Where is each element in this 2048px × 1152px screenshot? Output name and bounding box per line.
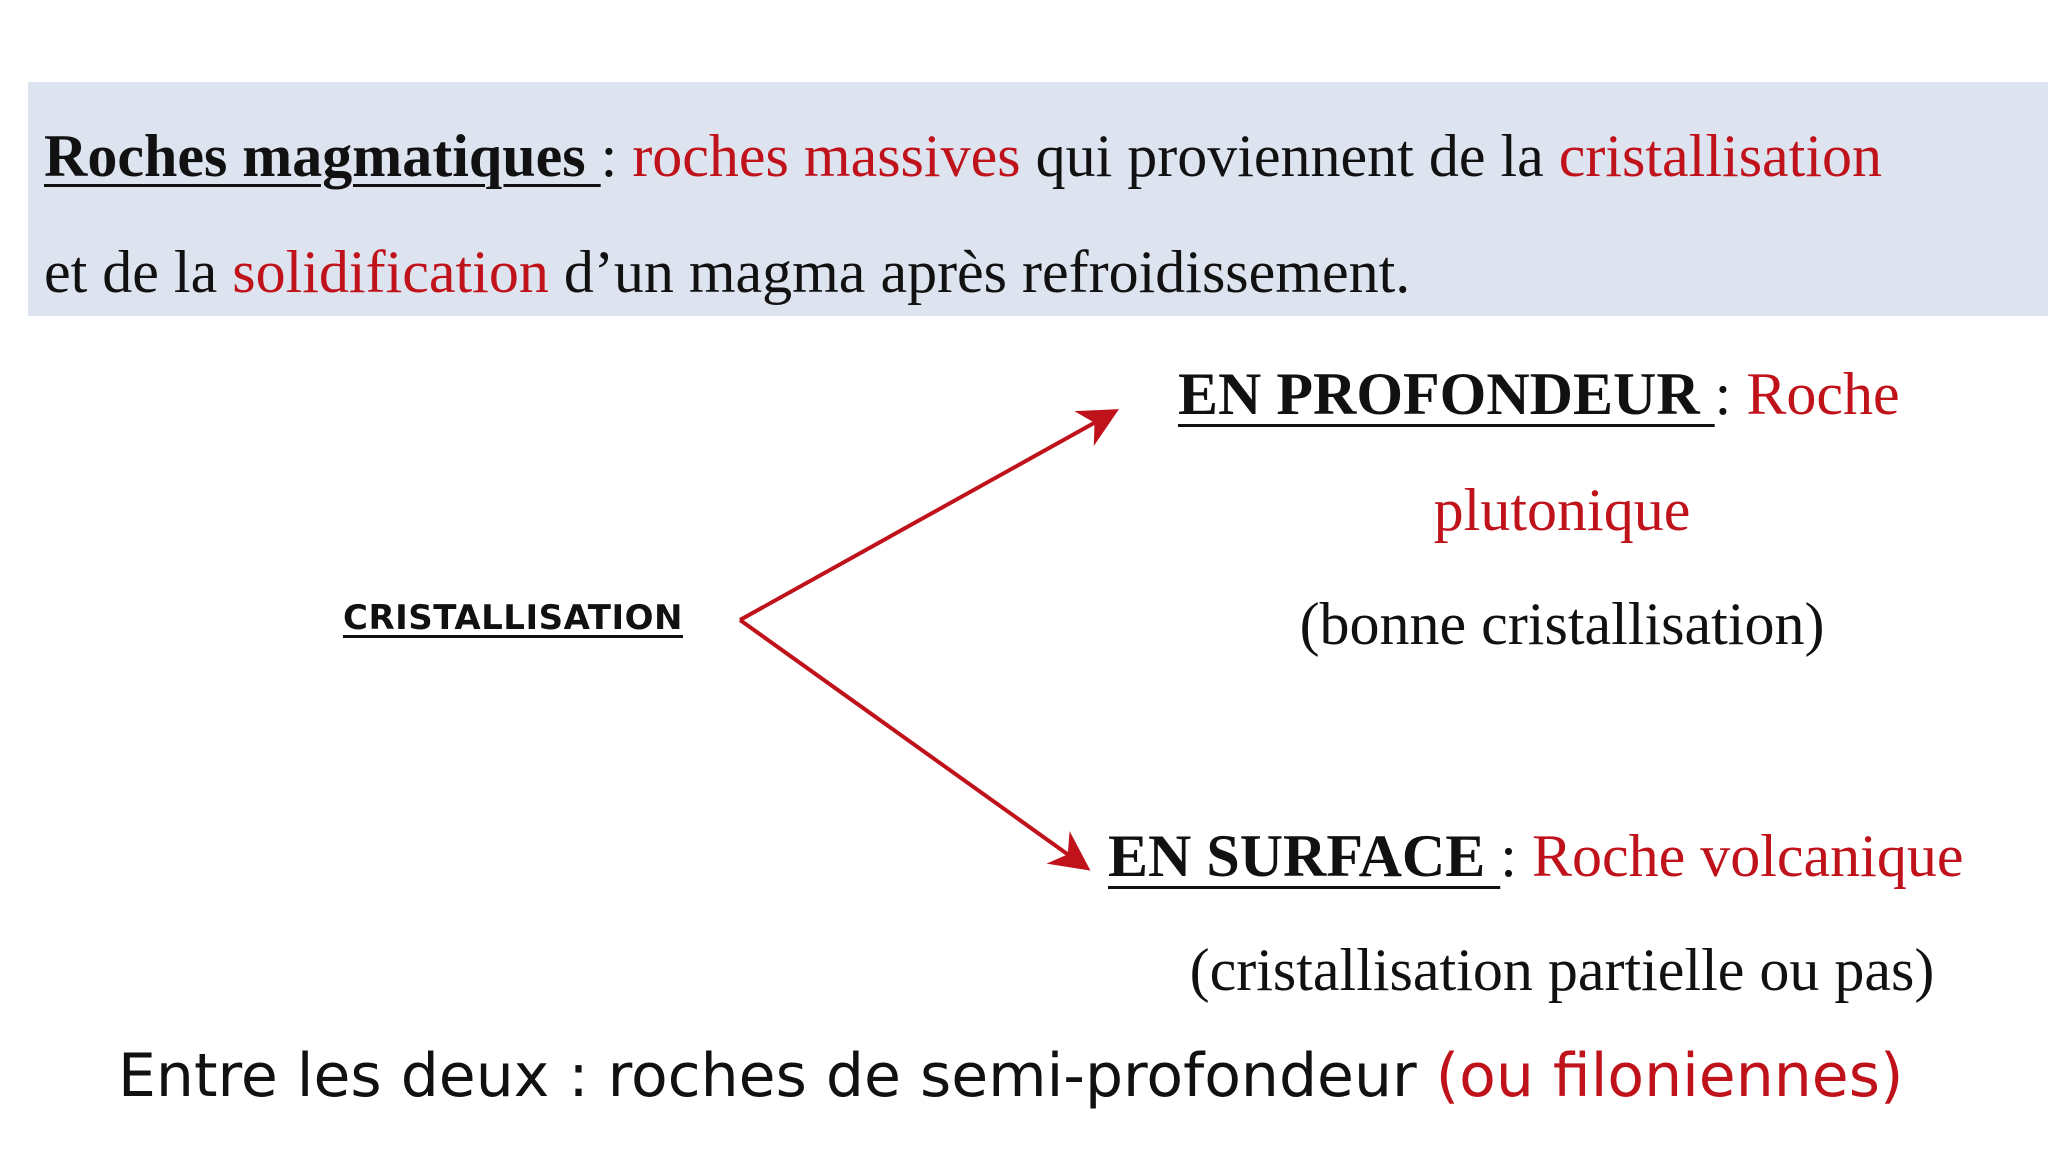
definition-highlight-solidification: solidification	[232, 239, 549, 305]
bottom-note-highlight: (ou filoniennes)	[1435, 1041, 1904, 1111]
surface-note: (cristallisation partielle ou pas)	[1189, 937, 1935, 1003]
definition-text-2a: et de la	[44, 239, 233, 305]
definition-term: Roches magmatiques	[44, 123, 601, 189]
bottom-note	[118, 1041, 1904, 1111]
depth-heading-line	[1178, 361, 1900, 427]
definition-highlight-crystallization: cristallisation	[1558, 123, 1883, 189]
depth-rock-line2: plutonique	[1433, 477, 1691, 543]
source-crystallization-label: CRISTALLISATION	[343, 598, 683, 638]
depth-note: (bonne cristallisation)	[1299, 591, 1825, 657]
surface-heading-line	[1108, 823, 1964, 889]
definition-highlight-massive: roches massives	[632, 123, 1021, 189]
arrow-to-depth	[740, 413, 1112, 620]
surface-heading: EN SURFACE	[1108, 823, 1501, 889]
definition-text-2b: d’un magma après refroidissement.	[548, 239, 1411, 305]
definition-line-1	[44, 123, 1883, 189]
definition-banner	[28, 82, 2048, 316]
surface-rock: Roche volcanique	[1531, 823, 1964, 889]
depth-colon: :	[1714, 361, 1747, 427]
surface-colon: :	[1500, 823, 1532, 889]
bottom-note-text: Entre les deux : roches de semi-profondeur	[118, 1041, 1436, 1111]
depth-rock-line1: Roche	[1746, 361, 1900, 427]
definition-text: qui proviennent de la	[1020, 123, 1559, 189]
arrow-to-surface	[740, 620, 1084, 866]
definition-line-2	[44, 239, 1411, 305]
depth-heading: EN PROFONDEUR	[1178, 361, 1715, 427]
definition-colon: :	[600, 123, 633, 189]
